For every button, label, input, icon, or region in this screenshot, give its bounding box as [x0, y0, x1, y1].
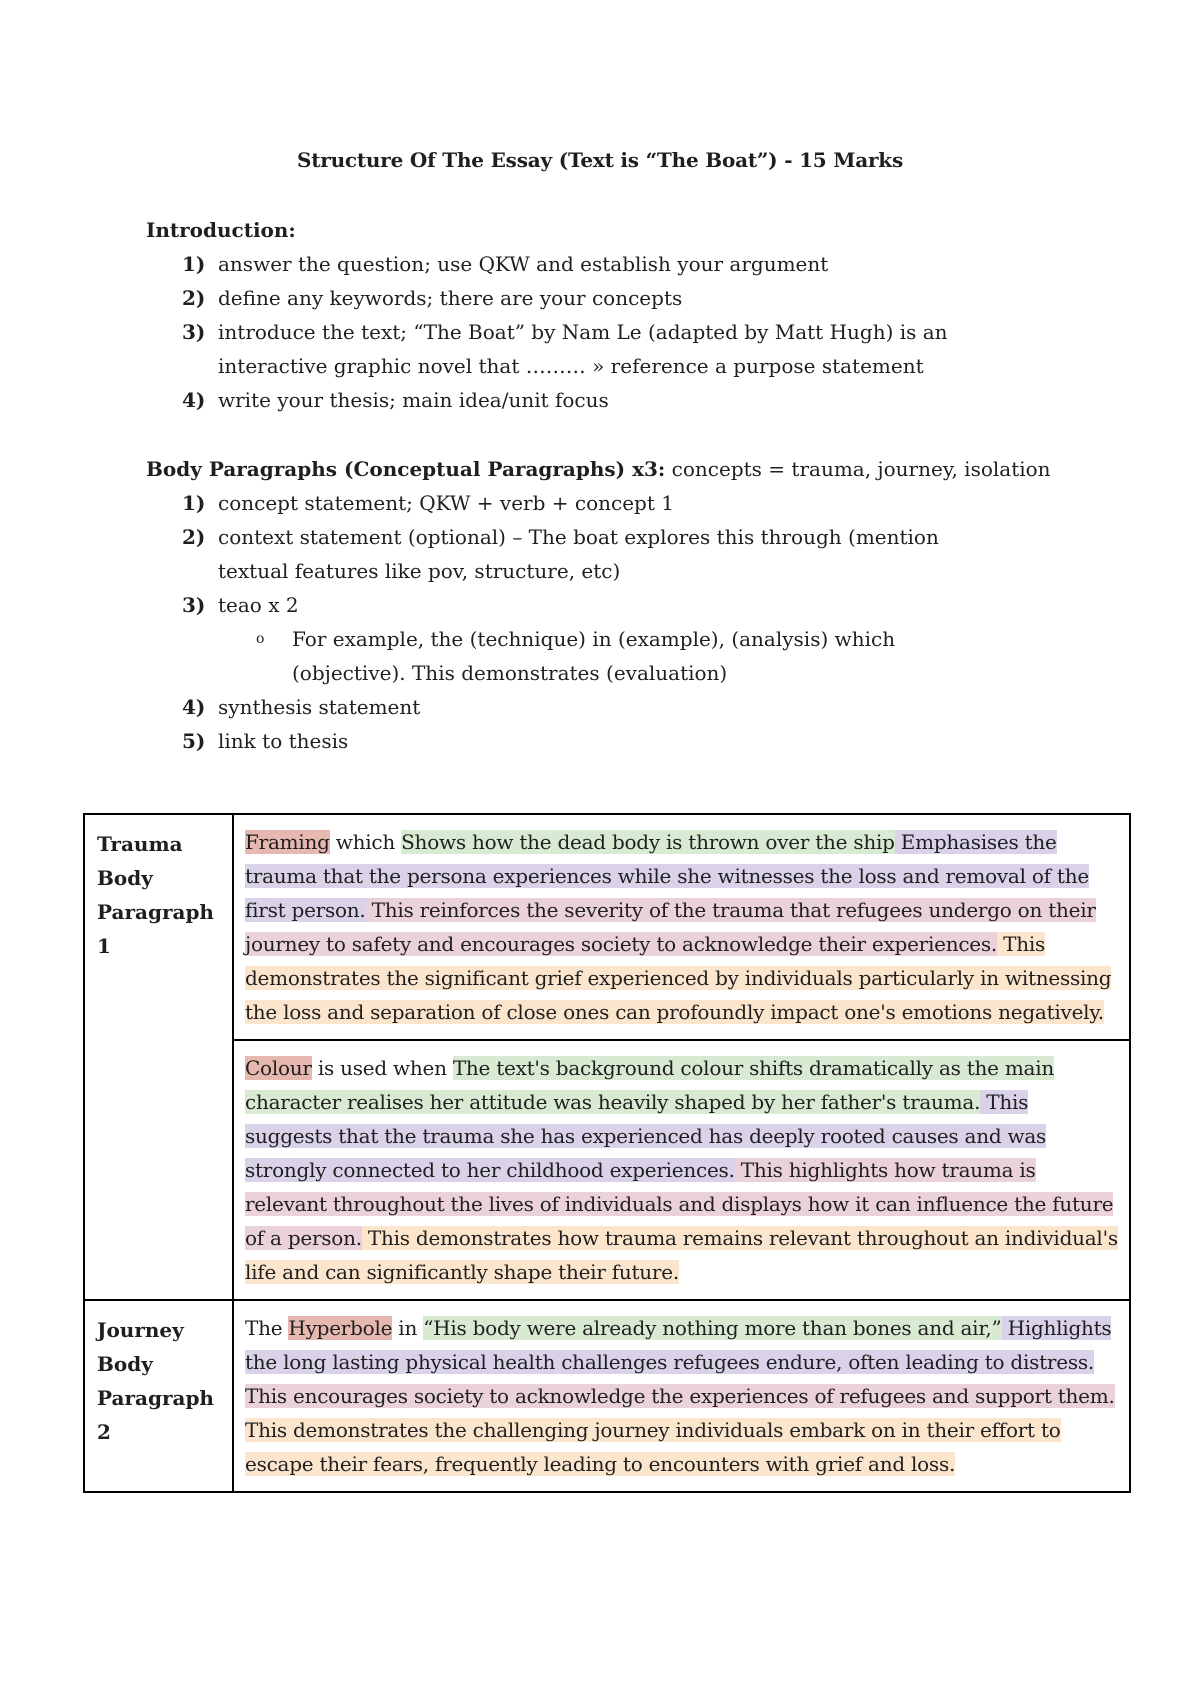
list-item	[146, 247, 1106, 281]
list-number: 5)	[182, 729, 206, 753]
paragraph-cell	[233, 1040, 1130, 1300]
list-item	[146, 315, 1106, 383]
introduction-heading: Introduction:	[146, 218, 296, 242]
hollow-bullet-icon: o	[256, 631, 265, 647]
list-text: link to thesis	[218, 729, 349, 753]
lead-text: The	[245, 1316, 289, 1340]
list-number: 4)	[182, 695, 206, 719]
body-paragraphs-heading	[146, 452, 1106, 486]
list-item	[146, 486, 1106, 520]
analysis-highlight: Highlights the long lasting physical health challenges refugees endure, often leading to distress.	[245, 1316, 1112, 1374]
body-paragraphs-list	[146, 486, 1106, 758]
list-number: 2)	[182, 525, 206, 549]
introduction-list	[146, 247, 1106, 417]
link-text: which	[329, 830, 402, 854]
sub-list-text: For example, the (technique) in (example), (analysis) which (objective). This demonstrates (evaluation)	[292, 627, 896, 685]
evaluation-highlight: This demonstrates the significant grief experienced by individuals particularly in witnessing the loss and separation of close ones can profoundly impact one's emotions negatively.	[245, 932, 1112, 1024]
paragraph-cell	[233, 814, 1130, 1040]
list-text: introduce the text; “The Boat” by Nam Le (adapted by Matt Hugh) is an interactive graphic novel that ……… » reference a purpose statement	[218, 320, 948, 378]
list-item	[146, 724, 1106, 758]
list-text: write your thesis; main idea/unit focus	[218, 388, 609, 412]
body-heading-concepts: concepts = trauma, journey, isolation	[665, 457, 1051, 481]
list-number: 1)	[182, 252, 206, 276]
list-item	[146, 690, 1106, 724]
introduction-section	[146, 213, 1106, 417]
table-row	[84, 1040, 1130, 1300]
objective-highlight: This highlights how trauma is relevant throughout the lives of individuals and displays how it can influence the future of a person.	[245, 1158, 1114, 1250]
list-number: 2)	[182, 286, 206, 310]
list-number: 1)	[182, 491, 206, 515]
list-item	[146, 588, 1106, 690]
list-item	[146, 383, 1106, 417]
objective-highlight: This encourages society to acknowledge the experiences of refugees and support them.	[245, 1384, 1115, 1408]
example-highlight: “His body were already nothing more than bones and air,”	[423, 1316, 1002, 1340]
table-row	[84, 1300, 1130, 1492]
list-number: 3)	[182, 320, 206, 344]
table-row	[84, 814, 1130, 1040]
link-text: is used when	[311, 1056, 453, 1080]
example-highlight: The text's background colour shifts dramatically as the main character realises her attitude was heavily shaped by her father's trauma.	[245, 1056, 1055, 1114]
objective-highlight: This reinforces the severity of the trauma that refugees undergo on their journey to safety and encourages society to acknowledge their experiences.	[245, 898, 1096, 956]
list-text: synthesis statement	[218, 695, 421, 719]
technique-highlight: Colour	[245, 1056, 312, 1080]
link-text: in	[392, 1316, 424, 1340]
list-text: define any keywords; there are your concepts	[218, 286, 683, 310]
technique-highlight: Hyperbole	[288, 1316, 393, 1340]
page-title: Structure Of The Essay (Text is “The Boat”) - 15 Marks	[296, 148, 904, 172]
paragraph-table	[83, 813, 1131, 1493]
row-label-journey: Journey Body Paragraph 2	[84, 1300, 233, 1492]
body-paragraphs-section	[146, 452, 1106, 758]
example-highlight: Shows how the dead body is thrown over the ship	[401, 830, 895, 854]
list-number: 3)	[182, 593, 206, 617]
list-item	[146, 520, 1106, 588]
evaluation-highlight: This demonstrates the challenging journey individuals embark on in their effort to escape their fears, frequently leading to encounters with grief and loss.	[245, 1418, 1061, 1476]
sub-list	[218, 622, 1106, 690]
technique-highlight: Framing	[245, 830, 330, 854]
analysis-highlight: Emphasises the trauma that the persona experiences while she witnesses the loss and removal of the first person.	[245, 830, 1089, 922]
list-item	[146, 281, 1106, 315]
analysis-highlight: This suggests that the trauma she has experienced has deeply rooted causes and was strongly connected to her childhood experiences.	[245, 1090, 1047, 1182]
row-label-trauma: Trauma Body Paragraph 1	[84, 814, 233, 1300]
list-text: teao x 2	[218, 593, 299, 617]
evaluation-highlight: This demonstrates how trauma remains relevant throughout an individual's life and can significantly shape their future.	[245, 1226, 1118, 1284]
list-text: concept statement; QKW + verb + concept 1	[218, 491, 674, 515]
list-text: answer the question; use QKW and establish your argument	[218, 252, 829, 276]
list-text: context statement (optional) – The boat explores this through (mention textual features like pov, structure, etc)	[218, 525, 939, 583]
body-heading-bold: Body Paragraphs (Conceptual Paragraphs) x3:	[146, 457, 666, 481]
paragraph-cell	[233, 1300, 1130, 1492]
sub-list-item	[146, 622, 1106, 690]
list-number: 4)	[182, 388, 206, 412]
